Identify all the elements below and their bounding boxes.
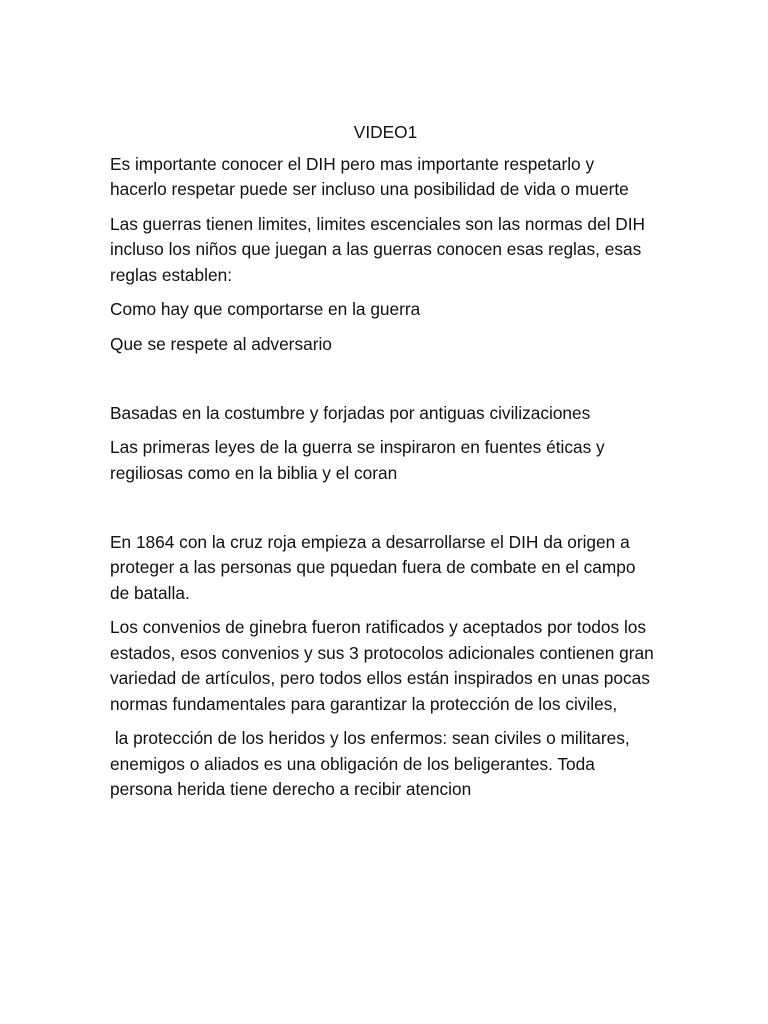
paragraph-first-laws: Las primeras leyes de la guerra se inspiraron en fuentes éticas y regiliosas como en la biblia y el coran: [110, 437, 605, 483]
paragraph-red-cross-1864: En 1864 con la cruz roja empieza a desarrollarse el DIH da origen a proteger a las personas que pquedan fuera de combate en el campo de batalla.: [110, 531, 636, 603]
paragraph-custom-civilizations: Basadas en la costumbre y forjadas por antiguas civilizaciones: [110, 402, 591, 423]
paragraph-behavior-in-war: Como hay que comportarse en la guerra: [110, 299, 421, 319]
paragraph-respect-adversary: Que se respete al adversario: [110, 333, 332, 354]
paragraph-geneva-conventions: Los convenios de ginebra fueron ratificados y aceptados por todos los estados, esos convenios y sus 3 protocolos adicionales contienen gran variedad de artículos, pero todos ellos están inspirados en unas pocas normas fundamentales para garantizar la protección de los civiles,: [110, 617, 654, 714]
paragraph-protection-wounded: la protección de los heridos y los enfermos: sean civiles o militares, enemigos o aliados es una obligación de los beligerantes. Toda persona herida tiene derecho a recibir atencion: [110, 728, 635, 799]
paragraph-war-limits: Las guerras tienen limites, limites escenciales son las normas del DIH incluso los niños que juegan a las guerras conocen esas reglas, esas reglas establen:: [110, 213, 645, 285]
document-body: [110, 120, 655, 812]
paragraph-dih-importance: Es importante conocer el DIH pero mas importante respetarlo y hacerlo respetar puede ser incluso una posibilidad de vida o muerte: [110, 153, 629, 199]
blank-line: [110, 495, 655, 521]
blank-line: [110, 366, 655, 392]
document-title: VIDEO1: [353, 122, 418, 142]
